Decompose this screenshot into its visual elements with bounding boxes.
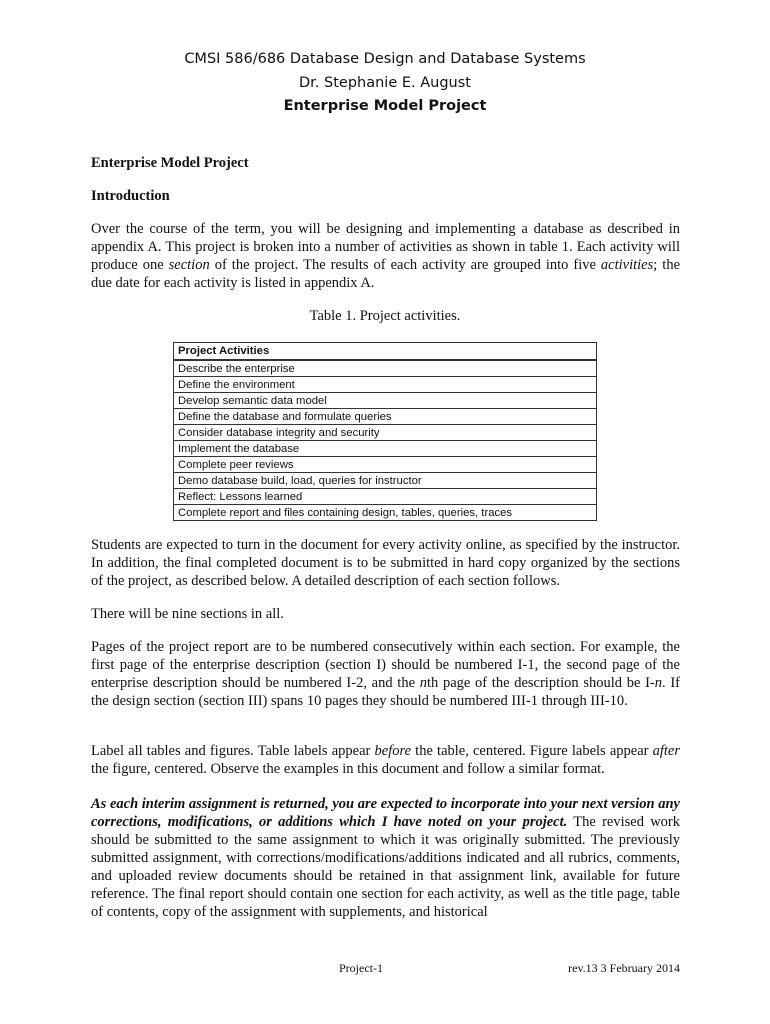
instructor-name: Dr. Stephanie E. August [299, 75, 471, 91]
table-row: Describe the enterprise [174, 360, 597, 377]
revision-paragraph: As each interim assignment is returned, you are expected to incorporate into your next version any corrections, modifications, or additions which I have noted on your project. The revised work should be submitted to the same assignment to which it was originally submitted. The previously submitted assignment, with corrections/modifications/additions indicated and all rubrics, comments, and uploaded review documents should be retained in that assignment link, available for future reference. The final report should contain one section for each activity, as well as the title page, table of contents, copy of the assignment with supplements, and historical [91, 796, 681, 920]
page-number: Project-1 [339, 961, 383, 975]
intro-paragraph: Over the course of the term, you will be designing and implementing a database as described in appendix A. This project is broken into a number of activities as shown in table 1. Each activity will produce one section of the project. The results of each activity are grouped into five activities; the due date for each activity is listed in appendix A. [91, 221, 681, 291]
labels-paragraph: Label all tables and figures. Table labels appear before the table, centered. Figure labels appear after the figure, centered. Observe the examples in this document and follow a similar format. [91, 743, 681, 777]
table-row: Complete report and files containing design, tables, queries, traces [174, 505, 597, 521]
table-header: Project Activities [174, 343, 597, 361]
submission-paragraph: Students are expected to turn in the document for every activity online, as specified by the instructor. In addition, the final completed document is to be submitted in hard copy organized by the sections of the project, as described below. A detailed description of each section follows. [91, 537, 680, 589]
table-row: Implement the database [174, 441, 597, 457]
section-heading: Enterprise Model Project [91, 155, 249, 171]
table-row: Consider database integrity and security [174, 425, 597, 441]
project-title: Enterprise Model Project [283, 98, 487, 114]
table-row: Demo database build, load, queries for instructor [174, 473, 597, 489]
table-row: Reflect: Lessons learned [174, 489, 597, 505]
table-row: Complete peer reviews [174, 457, 597, 473]
introduction-heading: Introduction [91, 188, 170, 204]
table-row: Define the database and formulate queries [174, 409, 597, 425]
page-numbering-paragraph: Pages of the project report are to be numbered consecutively within each section. For example, the first page of the enterprise description (section I) should be numbered I-1, the second page of the enterprise description should be numbered I-2, and the nth page of the description should be I-n. If the design section (section III) spans 10 pages they should be numbered III-1 through III-10. [91, 639, 680, 709]
revision-date: rev.13 3 February 2014 [568, 961, 680, 975]
table-row: Develop semantic data model [174, 393, 597, 409]
sections-count-paragraph: There will be nine sections in all. [91, 606, 284, 622]
table-caption: Table 1. Project activities. [309, 308, 461, 324]
activities-table [173, 342, 597, 521]
course-title: CMSI 586/686 Database Design and Database Systems [184, 51, 586, 67]
table-row: Define the environment [174, 377, 597, 393]
